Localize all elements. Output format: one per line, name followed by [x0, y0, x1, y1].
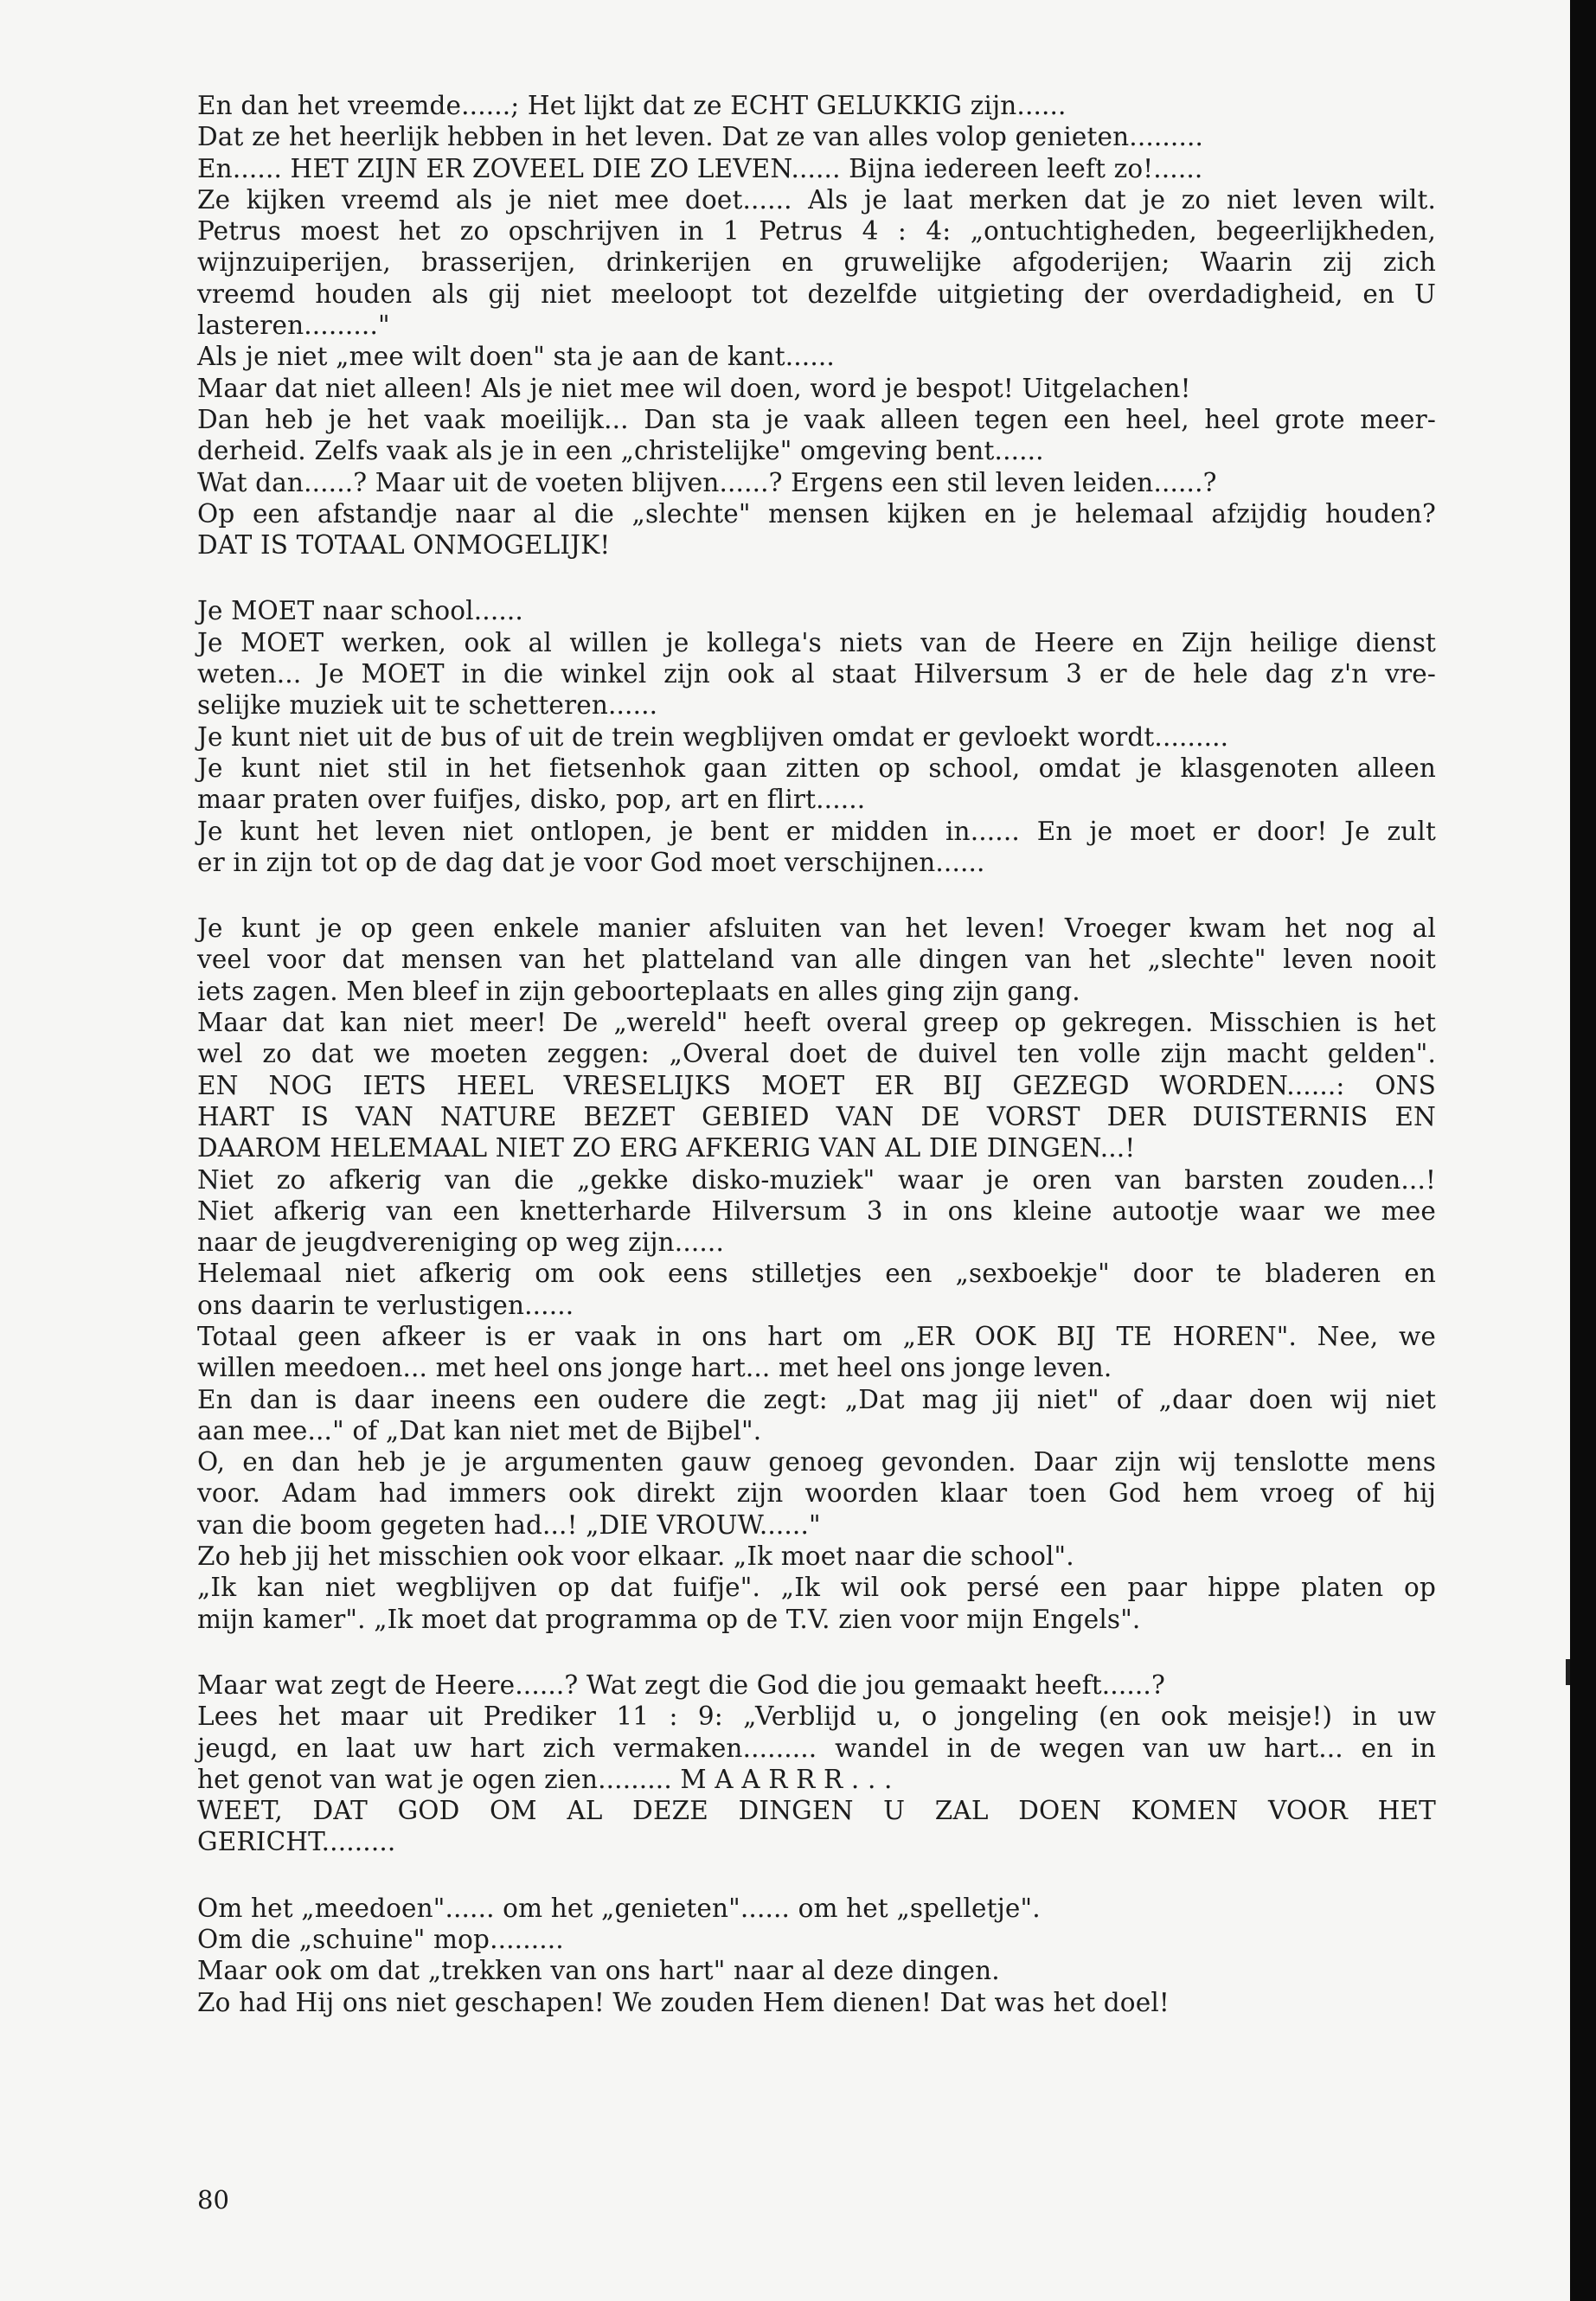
text-line: veel voor dat mensen van het platteland van alle dingen van het „slechte" leven nooit: [197, 945, 1436, 975]
text-line: Je MOET werken, ook al willen je kollega's niets van de Heere en Zijn heilige dienst: [197, 627, 1436, 657]
text-line: Lees het maar uit Prediker 11 : 9: „Verblijd u, o jongeling (en ook meisje!) in uw: [197, 1702, 1436, 1732]
paragraph: [197, 913, 1436, 1635]
text-line: Je MOET naar school......: [197, 596, 523, 626]
text-line: Je kunt niet stil in het fietsenhok gaan zitten op school, omdat je klasgenoten alleen: [197, 753, 1436, 783]
text-line: WEET, DAT GOD OM AL DEZE DINGEN U ZAL DOEN KOMEN VOOR HET: [197, 1796, 1436, 1826]
text-line: Helemaal niet afkerig om ook eens stilletjes een „sexboekje" door te bladeren en: [197, 1259, 1436, 1289]
text-line: EN NOG IETS HEEL VRESELIJKS MOET ER BIJ GEZEGD WORDEN......: ONS: [197, 1070, 1436, 1100]
text-line: Maar dat niet alleen! Als je niet mee wil doen, word je bespot! Uitgelachen!: [197, 373, 1191, 403]
paragraph: [197, 595, 1436, 878]
text-line: Om het „meedoen"...... om het „genieten"...... om het „spelletje".: [197, 1893, 1041, 1923]
text-line: het genot van wat je ogen zien......... M A A R R R . . .: [197, 1764, 893, 1794]
text-line: jeugd, en laat uw hart zich vermaken......... wandel in de wegen van uw hart... en in: [197, 1733, 1436, 1763]
text-line: Petrus moest het zo opschrijven in 1 Petrus 4 : 4: „ontuchtigheden, begeerlijkheden,: [197, 216, 1436, 247]
text-line: Totaal geen afkeer is er vaak in ons hart om „ER OOK BIJ TE HOREN". Nee, we: [197, 1321, 1436, 1351]
text-line: van die boom gegeten had...! „DIE VROUW......": [197, 1509, 821, 1540]
text-line: Niet zo afkerig van die „gekke disko-muziek" waar je oren van barsten zouden...!: [197, 1164, 1436, 1195]
text-line: En dan is daar ineens een oudere die zegt: „Dat mag jij niet" of „daar doen wij niet: [197, 1384, 1436, 1414]
text-line: willen meedoen... met heel ons jonge hart... met heel ons jonge leven.: [197, 1353, 1112, 1383]
text-line: wijnzuiperijen, brasserijen, drinkerijen en gruwelijke afgoderijen; Waarin zij zich: [197, 247, 1436, 278]
text-line: Je kunt het leven niet ontlopen, je bent er midden in...... En je moet er door! Je zult: [197, 816, 1436, 846]
text-line: aan mee..." of „Dat kan niet met de Bijbel".: [197, 1415, 762, 1445]
text-line: iets zagen. Men bleef in zijn geboorteplaats en alles ging zijn gang.: [197, 976, 1080, 1006]
text-line: Op een afstandje naar al die „slechte" mensen kijken en je helemaal afzijdig houden?: [197, 498, 1436, 529]
text-line: DAAROM HELEMAAL NIET ZO ERG AFKERIG VAN AL DIE DINGEN...!: [197, 1133, 1136, 1163]
text-line: Ze kijken vreemd als je niet mee doet...... Als je laat merken dat je zo niet leven wilt.: [197, 184, 1436, 215]
paragraph: [197, 1670, 1436, 1858]
text-line: HART IS VAN NATURE BEZET GEBIED VAN DE VORST DER DUISTERNIS EN: [197, 1101, 1436, 1131]
text-line: ons daarin te verlustigen......: [197, 1290, 574, 1320]
text-line: Wat dan......? Maar uit de voeten blijven......? Ergens een stil leven leiden......?: [197, 467, 1217, 497]
text-line: Dat ze het heerlijk hebben in het leven. Dat ze van alles volop genieten.........: [197, 122, 1204, 152]
text-line: selijke muziek uit te schetteren......: [197, 690, 658, 721]
scan-edge-speck: [1566, 1659, 1570, 1685]
text-line: Om die „schuine" mop.........: [197, 1925, 564, 1955]
text-line: derheid. Zelfs vaak als je in een „christelijke" omgeving bent......: [197, 436, 1044, 466]
text-line: O, en dan heb je je argumenten gauw genoeg gevonden. Daar zijn wij tenslotte mens: [197, 1447, 1436, 1477]
paragraph: [197, 1893, 1436, 2018]
text-line: Zo had Hij ons niet geschapen! We zouden Hem dienen! Dat was het doel!: [197, 1987, 1170, 2017]
body-text: [197, 90, 1436, 2018]
text-line: Als je niet „mee wilt doen" sta je aan de kant......: [197, 342, 835, 372]
text-line: er in zijn tot op de dag dat je voor God moet verschijnen......: [197, 847, 985, 877]
text-line: En dan het vreemde......; Het lijkt dat ze ECHT GELUKKIG zijn......: [197, 91, 1067, 120]
text-line: „Ik kan niet wegblijven op dat fuifje". „Ik wil ook persé een paar hippe platen op: [197, 1573, 1436, 1603]
paragraph: [197, 90, 1436, 561]
text-line: DAT IS TOTAAL ONMOGELIJK!: [197, 530, 611, 561]
text-line: GERICHT.........: [197, 1827, 396, 1857]
text-line: mijn kamer". „Ik moet dat programma op de T.V. zien voor mijn Engels".: [197, 1604, 1141, 1634]
text-line: voor. Adam had immers ook direkt zijn woorden klaar toen God hem vroeg of hij: [197, 1478, 1436, 1509]
text-line: Maar wat zegt de Heere......? Wat zegt die God die jou gemaakt heeft......?: [197, 1670, 1165, 1700]
text-line: Maar ook om dat „trekken van ons hart" naar al deze dingen.: [197, 1956, 1000, 1986]
scan-edge-shadow: [1570, 0, 1596, 2301]
text-line: lasteren.........": [197, 311, 390, 341]
text-line: Dan heb je het vaak moeilijk... Dan sta je vaak alleen tegen een heel, heel grote meer-: [197, 404, 1436, 434]
text-line: En...... HET ZIJN ER ZOVEEL DIE ZO LEVEN...... Bijna iedereen leeft zo!......: [197, 153, 1203, 183]
text-line: Zo heb jij het misschien ook voor elkaar. „Ik moet naar die school".: [197, 1541, 1074, 1572]
text-line: wel zo dat we moeten zeggen: „Overal doet de duivel ten volle zijn macht gelden".: [197, 1039, 1436, 1069]
text-line: vreemd houden als gij niet meeloopt tot dezelfde uitgieting der overdadigheid, en U: [197, 279, 1436, 309]
text-line: Je kunt je op geen enkele manier afsluiten van het leven! Vroeger kwam het nog al: [197, 913, 1436, 944]
text-line: Je kunt niet uit de bus of uit de trein wegblijven omdat er gevloekt wordt.........: [197, 721, 1229, 752]
text-line: Niet afkerig van een knetterharde Hilversum 3 in ons kleine autootje waar we mee: [197, 1195, 1436, 1226]
text-line: weten... Je MOET in die winkel zijn ook al staat Hilversum 3 er de hele dag z'n vre-: [197, 659, 1436, 689]
page-number: 80: [197, 2185, 229, 2214]
text-line: maar praten over fuifjes, disko, pop, art en flirt......: [197, 785, 866, 815]
text-line: naar de jeugdvereniging op weg zijn......: [197, 1227, 724, 1258]
text-line: Maar dat kan niet meer! De „wereld" heeft overal greep op gekregen. Misschien is het: [197, 1008, 1436, 1038]
